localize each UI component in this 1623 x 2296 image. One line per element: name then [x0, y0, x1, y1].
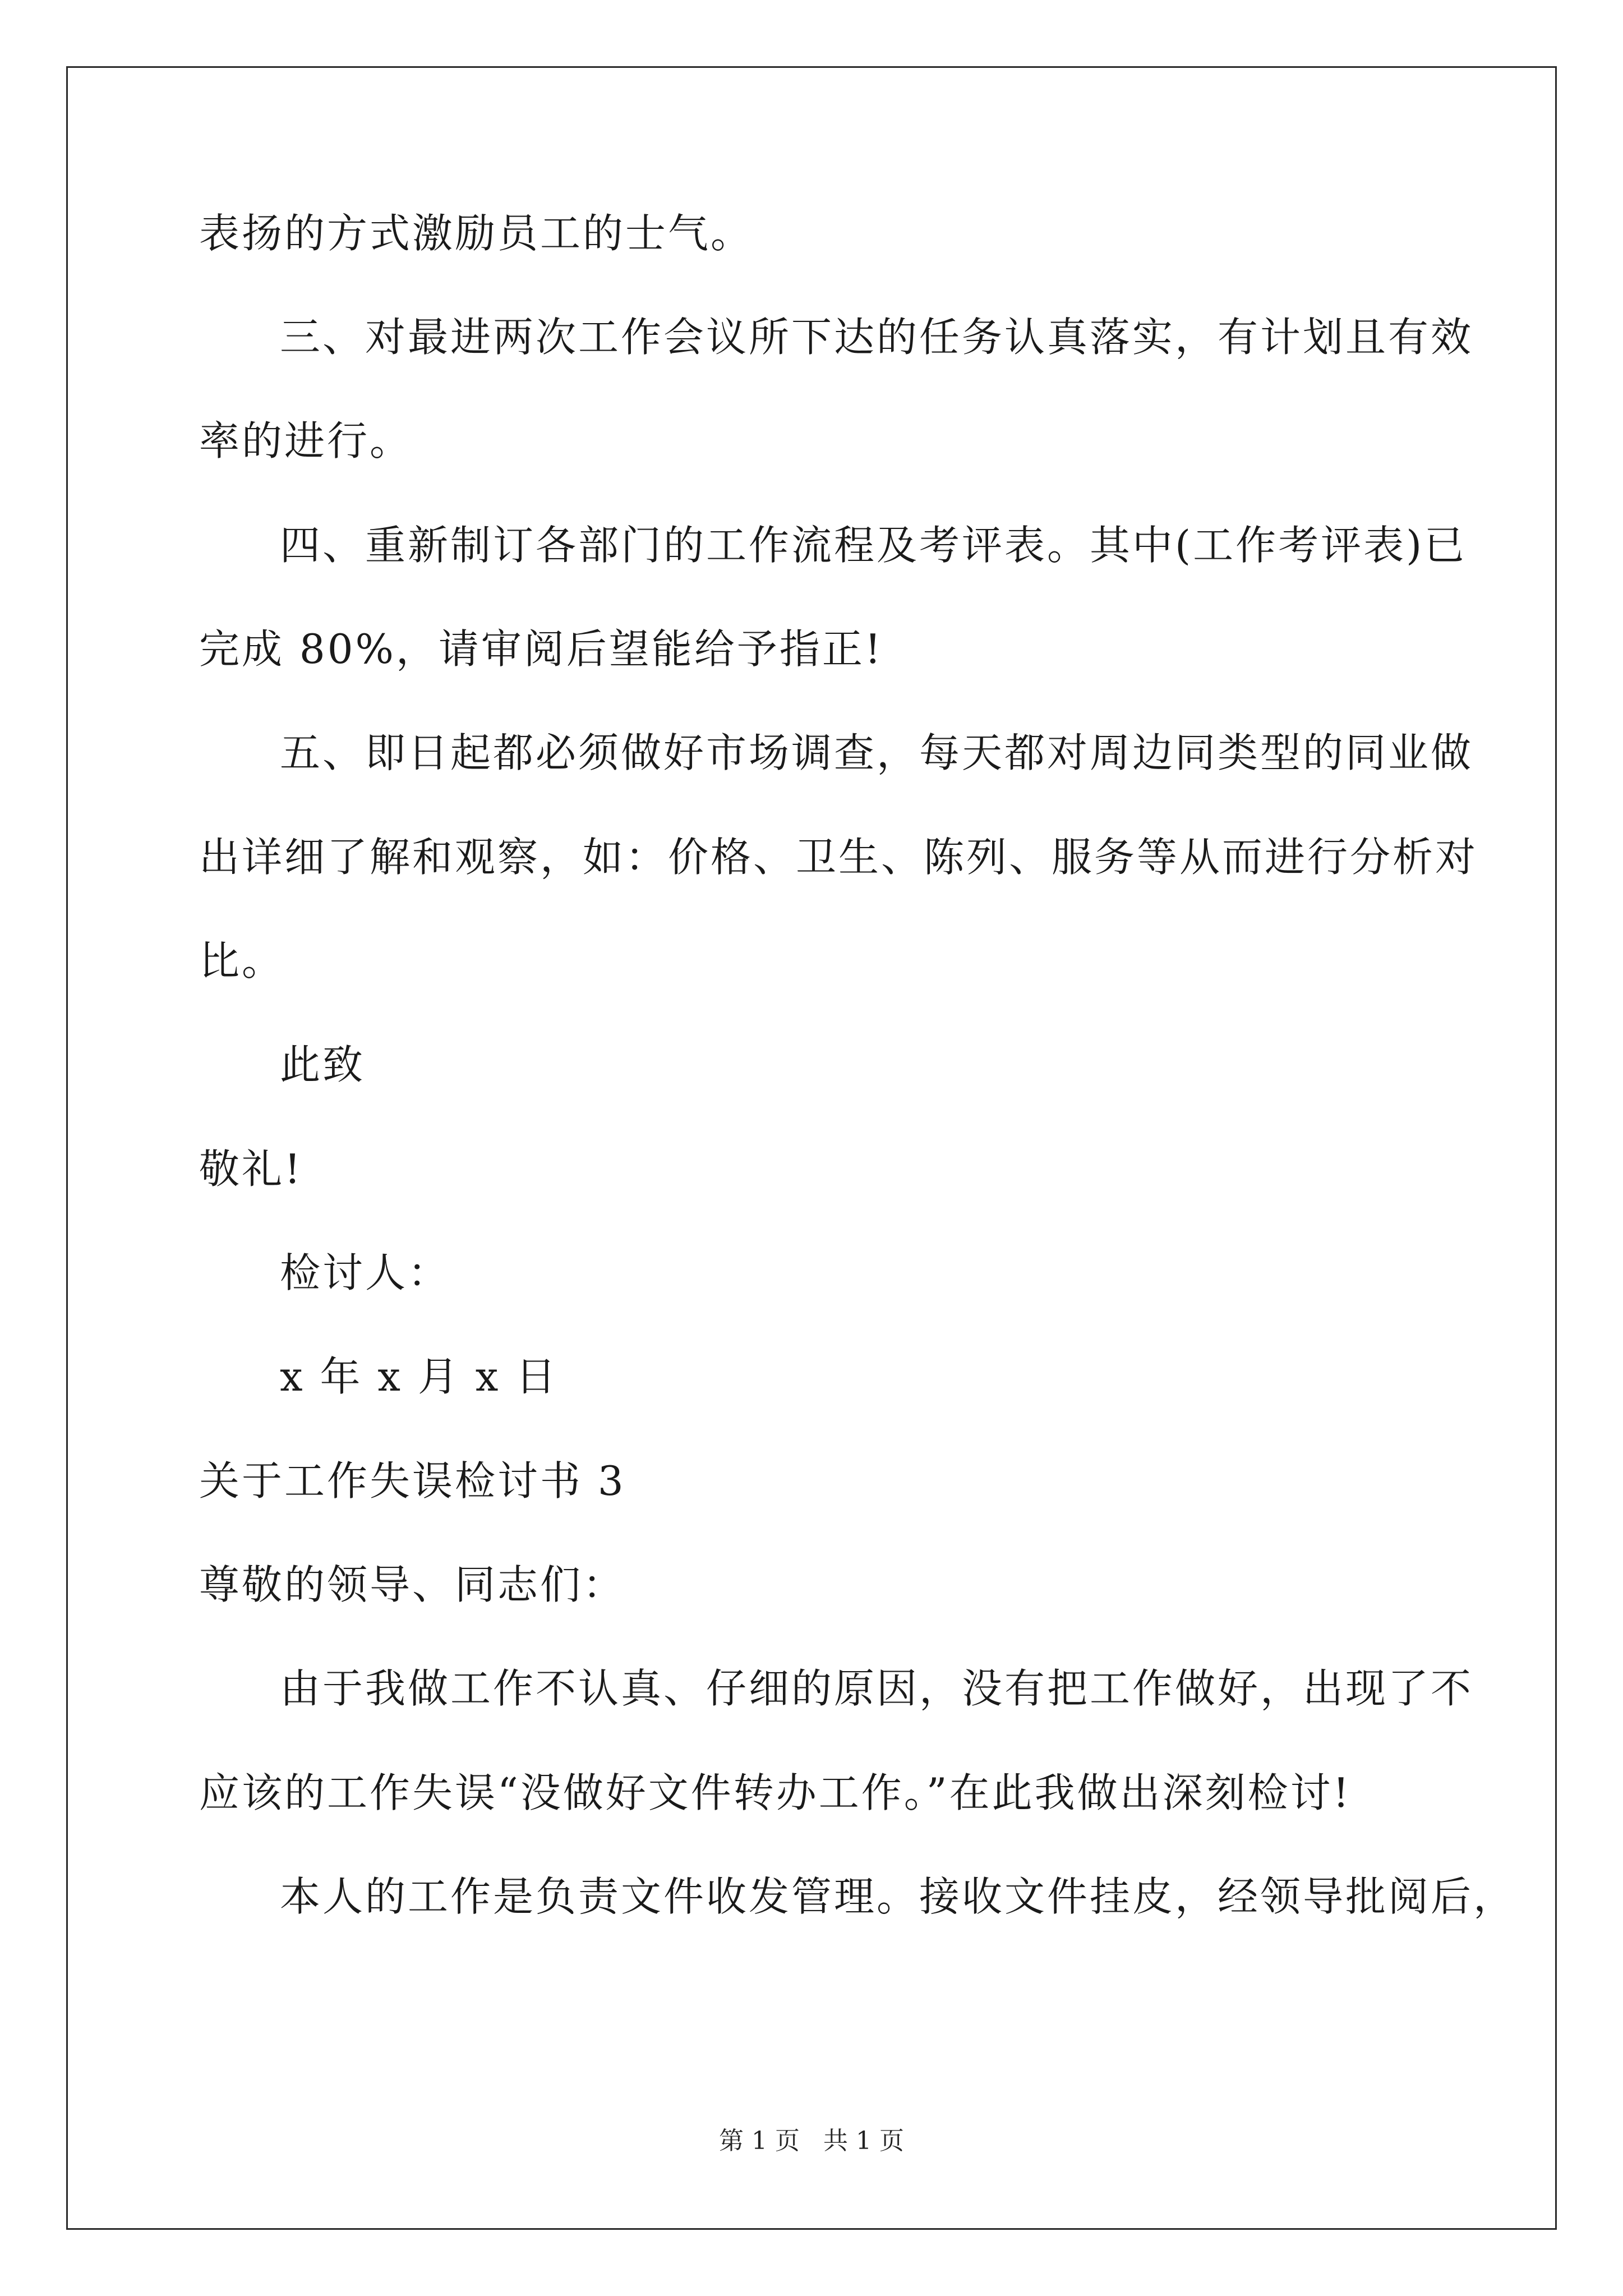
- closing-salutation: 此致: [280, 1041, 366, 1088]
- date-line: x 年 x 月 x 日: [280, 1353, 559, 1400]
- text-line: 完成 80%，请审阅后望能给予指正!: [199, 625, 883, 673]
- text-line: 本人的工作是负责文件收发管理。接收文件挂皮，经领导批阅后，: [280, 1873, 1516, 1920]
- text-line: 由于我做工作不认真、仔细的原因，没有把工作做好，出现了不: [280, 1665, 1474, 1712]
- text-line: 率的进行。: [199, 417, 413, 464]
- section-title: 关于工作失误检讨书 3: [199, 1457, 626, 1504]
- greeting: 尊敬的领导、同志们：: [199, 1561, 626, 1608]
- text-line: 表扬的方式激励员工的士气。: [199, 210, 754, 257]
- text-line: 应该的工作失误“没做好文件转办工作。”在此我做出深刻检讨!: [199, 1769, 1352, 1816]
- page-footer: 第 1 页 共 1 页: [719, 2127, 904, 2155]
- text-line: 出详细了解和观察，如：价格、卫生、陈列、服务等从而进行分析对: [199, 834, 1478, 881]
- text-line: 五、即日起都必须做好市场调查，每天都对周边同类型的同业做: [280, 729, 1474, 776]
- text-line: 三、对最进两次工作会议所下达的任务认真落实，有计划且有效: [280, 314, 1474, 361]
- text-line: 四、重新制订各部门的工作流程及考评表。其中(工作考评表)已: [280, 522, 1467, 569]
- signature-label: 检讨人：: [280, 1249, 451, 1296]
- text-line: 比。: [199, 937, 285, 984]
- closing-regards: 敬礼!: [199, 1145, 303, 1193]
